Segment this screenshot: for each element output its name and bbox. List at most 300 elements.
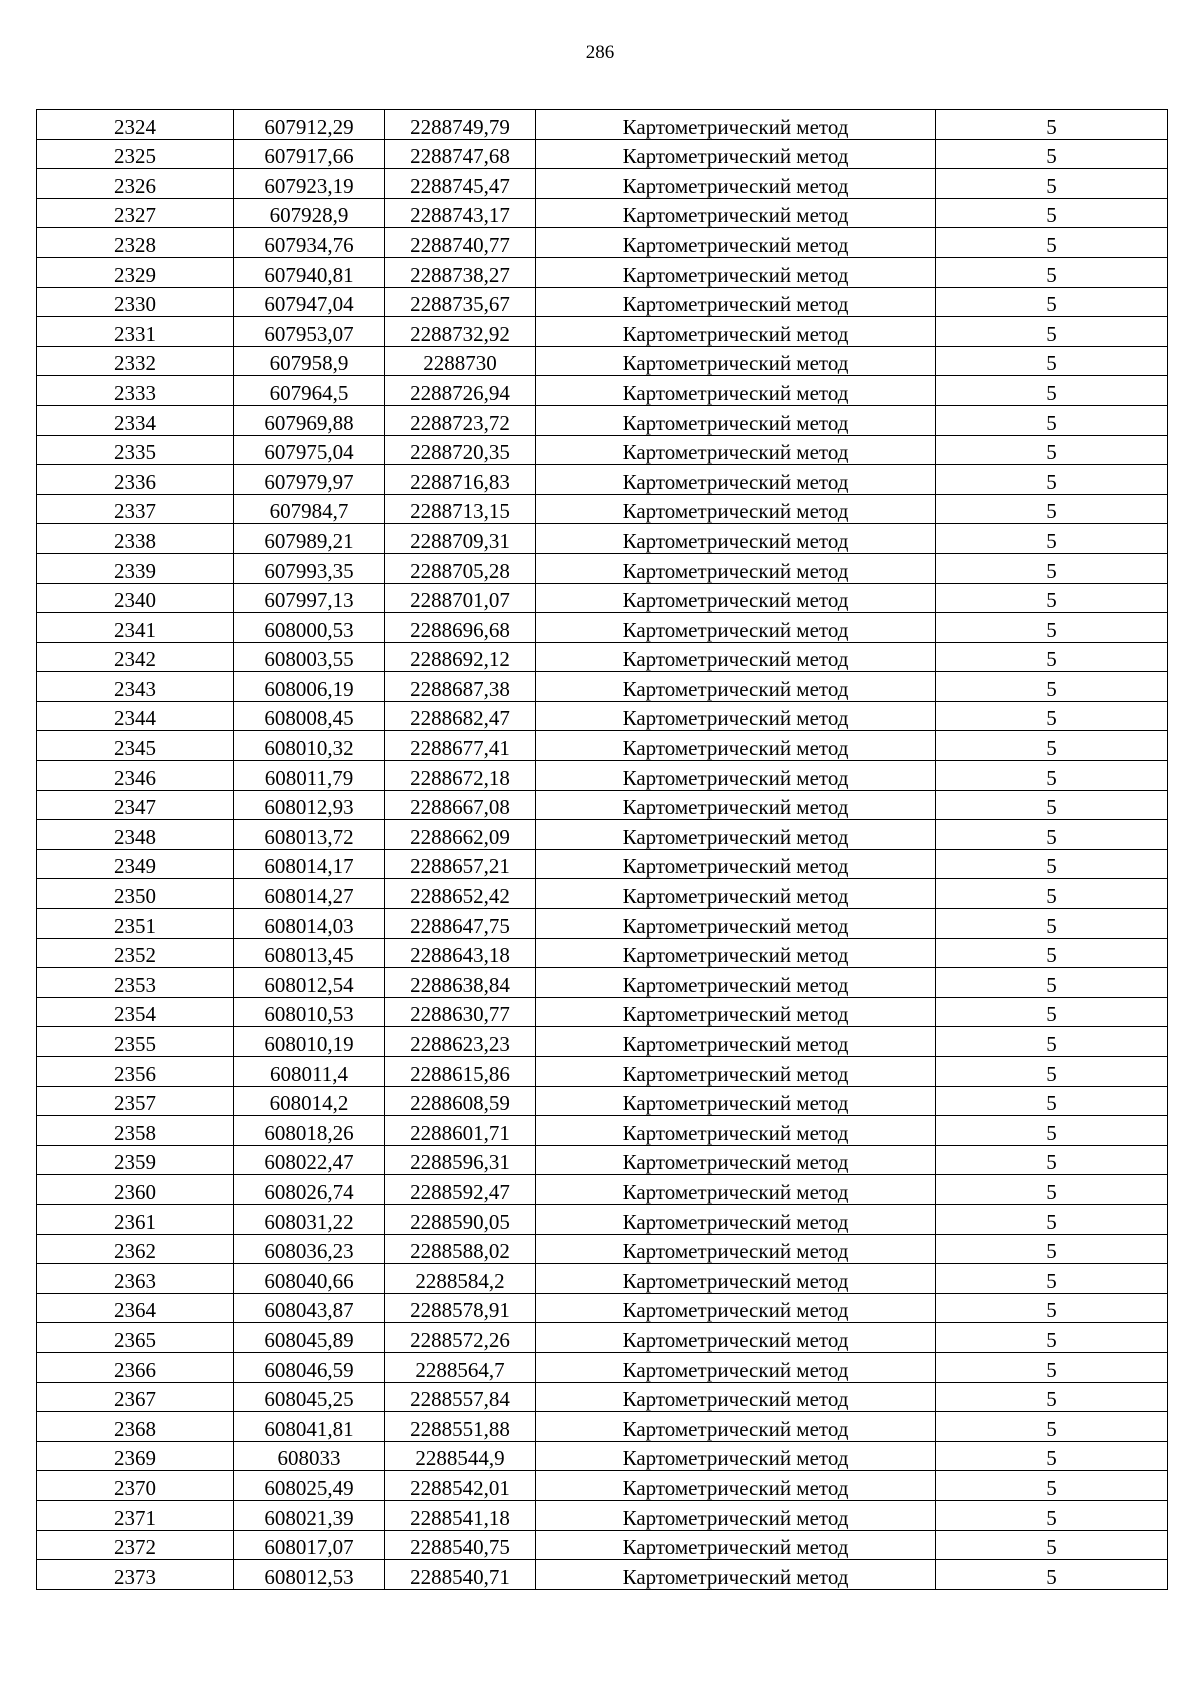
method-cell: Картометрический метод xyxy=(536,879,936,909)
accuracy-cell: 5 xyxy=(936,820,1168,850)
table-row xyxy=(37,1175,1168,1205)
point-number-cell: 2342 xyxy=(37,642,234,672)
point-number-cell: 2339 xyxy=(37,553,234,583)
accuracy-cell: 5 xyxy=(936,583,1168,613)
y-coordinate-cell: 2288630,77 xyxy=(385,997,536,1027)
y-coordinate-cell: 2288578,91 xyxy=(385,1293,536,1323)
point-number-cell: 2348 xyxy=(37,820,234,850)
y-coordinate-cell: 2288713,15 xyxy=(385,494,536,524)
x-coordinate-cell: 608006,19 xyxy=(234,672,385,702)
accuracy-cell: 5 xyxy=(936,1500,1168,1530)
x-coordinate-cell: 608011,4 xyxy=(234,1057,385,1087)
x-coordinate-cell: 608000,53 xyxy=(234,613,385,643)
accuracy-cell: 5 xyxy=(936,405,1168,435)
y-coordinate-cell: 2288732,92 xyxy=(385,317,536,347)
accuracy-cell: 5 xyxy=(936,1352,1168,1382)
y-coordinate-cell: 2288730 xyxy=(385,346,536,376)
y-coordinate-cell: 2288572,26 xyxy=(385,1323,536,1353)
x-coordinate-cell: 608040,66 xyxy=(234,1264,385,1294)
accuracy-cell: 5 xyxy=(936,553,1168,583)
point-number-cell: 2341 xyxy=(37,613,234,643)
table-row xyxy=(37,228,1168,258)
point-number-cell: 2345 xyxy=(37,731,234,761)
accuracy-cell: 5 xyxy=(936,849,1168,879)
y-coordinate-cell: 2288584,2 xyxy=(385,1264,536,1294)
x-coordinate-cell: 608046,59 xyxy=(234,1352,385,1382)
y-coordinate-cell: 2288657,21 xyxy=(385,849,536,879)
table-row xyxy=(37,435,1168,465)
table-row xyxy=(37,1530,1168,1560)
table-row xyxy=(37,1412,1168,1442)
x-coordinate-cell: 607964,5 xyxy=(234,376,385,406)
x-coordinate-cell: 608026,74 xyxy=(234,1175,385,1205)
y-coordinate-cell: 2288705,28 xyxy=(385,553,536,583)
table-row xyxy=(37,1471,1168,1501)
accuracy-cell: 5 xyxy=(936,1264,1168,1294)
accuracy-cell: 5 xyxy=(936,879,1168,909)
point-number-cell: 2327 xyxy=(37,198,234,228)
accuracy-cell: 5 xyxy=(936,376,1168,406)
point-number-cell: 2340 xyxy=(37,583,234,613)
accuracy-cell: 5 xyxy=(936,317,1168,347)
accuracy-cell: 5 xyxy=(936,1234,1168,1264)
point-number-cell: 2332 xyxy=(37,346,234,376)
table-row xyxy=(37,1382,1168,1412)
table-row xyxy=(37,494,1168,524)
method-cell: Картометрический метод xyxy=(536,1441,936,1471)
point-number-cell: 2372 xyxy=(37,1530,234,1560)
x-coordinate-cell: 607923,19 xyxy=(234,169,385,199)
x-coordinate-cell: 608012,53 xyxy=(234,1560,385,1590)
table-row xyxy=(37,1204,1168,1234)
accuracy-cell: 5 xyxy=(936,1560,1168,1590)
accuracy-cell: 5 xyxy=(936,435,1168,465)
point-number-cell: 2351 xyxy=(37,909,234,939)
y-coordinate-cell: 2288638,84 xyxy=(385,968,536,998)
accuracy-cell: 5 xyxy=(936,672,1168,702)
table-row xyxy=(37,1057,1168,1087)
y-coordinate-cell: 2288540,75 xyxy=(385,1530,536,1560)
table-row xyxy=(37,1352,1168,1382)
x-coordinate-cell: 607969,88 xyxy=(234,405,385,435)
point-number-cell: 2330 xyxy=(37,287,234,317)
method-cell: Картометрический метод xyxy=(536,317,936,347)
x-coordinate-cell: 608011,79 xyxy=(234,761,385,791)
table-row xyxy=(37,672,1168,702)
accuracy-cell: 5 xyxy=(936,790,1168,820)
y-coordinate-cell: 2288696,68 xyxy=(385,613,536,643)
accuracy-cell: 5 xyxy=(936,139,1168,169)
point-number-cell: 2364 xyxy=(37,1293,234,1323)
table-row xyxy=(37,968,1168,998)
y-coordinate-cell: 2288735,67 xyxy=(385,287,536,317)
y-coordinate-cell: 2288608,59 xyxy=(385,1086,536,1116)
method-cell: Картометрический метод xyxy=(536,1027,936,1057)
x-coordinate-cell: 607975,04 xyxy=(234,435,385,465)
y-coordinate-cell: 2288601,71 xyxy=(385,1116,536,1146)
x-coordinate-cell: 608014,27 xyxy=(234,879,385,909)
x-coordinate-cell: 608041,81 xyxy=(234,1412,385,1442)
y-coordinate-cell: 2288623,23 xyxy=(385,1027,536,1057)
point-number-cell: 2366 xyxy=(37,1352,234,1382)
table-row xyxy=(37,849,1168,879)
y-coordinate-cell: 2288592,47 xyxy=(385,1175,536,1205)
method-cell: Картометрический метод xyxy=(536,435,936,465)
point-number-cell: 2344 xyxy=(37,701,234,731)
method-cell: Картометрический метод xyxy=(536,1264,936,1294)
table-row xyxy=(37,761,1168,791)
x-coordinate-cell: 607928,9 xyxy=(234,198,385,228)
table-row xyxy=(37,257,1168,287)
table-row xyxy=(37,1264,1168,1294)
x-coordinate-cell: 607984,7 xyxy=(234,494,385,524)
point-number-cell: 2357 xyxy=(37,1086,234,1116)
method-cell: Картометрический метод xyxy=(536,1086,936,1116)
y-coordinate-cell: 2288743,17 xyxy=(385,198,536,228)
accuracy-cell: 5 xyxy=(936,1204,1168,1234)
point-number-cell: 2367 xyxy=(37,1382,234,1412)
table-row xyxy=(37,287,1168,317)
method-cell: Картометрический метод xyxy=(536,494,936,524)
method-cell: Картометрический метод xyxy=(536,405,936,435)
point-number-cell: 2334 xyxy=(37,405,234,435)
accuracy-cell: 5 xyxy=(936,257,1168,287)
point-number-cell: 2329 xyxy=(37,257,234,287)
point-number-cell: 2346 xyxy=(37,761,234,791)
method-cell: Картометрический метод xyxy=(536,1116,936,1146)
x-coordinate-cell: 608010,53 xyxy=(234,997,385,1027)
y-coordinate-cell: 2288723,72 xyxy=(385,405,536,435)
point-number-cell: 2369 xyxy=(37,1441,234,1471)
point-number-cell: 2353 xyxy=(37,968,234,998)
table-row xyxy=(37,524,1168,554)
table-row xyxy=(37,909,1168,939)
method-cell: Картометрический метод xyxy=(536,613,936,643)
table-row xyxy=(37,1116,1168,1146)
x-coordinate-cell: 608018,26 xyxy=(234,1116,385,1146)
point-number-cell: 2347 xyxy=(37,790,234,820)
method-cell: Картометрический метод xyxy=(536,1560,936,1590)
x-coordinate-cell: 607917,66 xyxy=(234,139,385,169)
point-number-cell: 2331 xyxy=(37,317,234,347)
x-coordinate-cell: 607993,35 xyxy=(234,553,385,583)
y-coordinate-cell: 2288692,12 xyxy=(385,642,536,672)
point-number-cell: 2360 xyxy=(37,1175,234,1205)
method-cell: Картометрический метод xyxy=(536,1500,936,1530)
method-cell: Картометрический метод xyxy=(536,376,936,406)
method-cell: Картометрический метод xyxy=(536,1412,936,1442)
point-number-cell: 2335 xyxy=(37,435,234,465)
table-row xyxy=(37,701,1168,731)
y-coordinate-cell: 2288726,94 xyxy=(385,376,536,406)
point-number-cell: 2350 xyxy=(37,879,234,909)
y-coordinate-cell: 2288667,08 xyxy=(385,790,536,820)
y-coordinate-cell: 2288677,41 xyxy=(385,731,536,761)
accuracy-cell: 5 xyxy=(936,524,1168,554)
x-coordinate-cell: 608012,54 xyxy=(234,968,385,998)
accuracy-cell: 5 xyxy=(936,1057,1168,1087)
x-coordinate-cell: 607934,76 xyxy=(234,228,385,258)
y-coordinate-cell: 2288647,75 xyxy=(385,909,536,939)
method-cell: Картометрический метод xyxy=(536,849,936,879)
method-cell: Картометрический метод xyxy=(536,1530,936,1560)
y-coordinate-cell: 2288701,07 xyxy=(385,583,536,613)
accuracy-cell: 5 xyxy=(936,642,1168,672)
table-row xyxy=(37,553,1168,583)
method-cell: Картометрический метод xyxy=(536,1175,936,1205)
table-row xyxy=(37,1145,1168,1175)
table-row xyxy=(37,376,1168,406)
table-row xyxy=(37,1323,1168,1353)
y-coordinate-cell: 2288720,35 xyxy=(385,435,536,465)
point-number-cell: 2338 xyxy=(37,524,234,554)
page-number: 286 xyxy=(585,42,615,63)
x-coordinate-cell: 607997,13 xyxy=(234,583,385,613)
x-coordinate-cell: 607912,29 xyxy=(234,110,385,140)
x-coordinate-cell: 608014,03 xyxy=(234,909,385,939)
table-row xyxy=(37,465,1168,495)
table-row xyxy=(37,1086,1168,1116)
accuracy-cell: 5 xyxy=(936,1441,1168,1471)
method-cell: Картометрический метод xyxy=(536,524,936,554)
point-number-cell: 2326 xyxy=(37,169,234,199)
table-row xyxy=(37,405,1168,435)
table-row xyxy=(37,790,1168,820)
y-coordinate-cell: 2288557,84 xyxy=(385,1382,536,1412)
y-coordinate-cell: 2288745,47 xyxy=(385,169,536,199)
x-coordinate-cell: 608045,89 xyxy=(234,1323,385,1353)
x-coordinate-cell: 608013,72 xyxy=(234,820,385,850)
point-number-cell: 2354 xyxy=(37,997,234,1027)
method-cell: Картометрический метод xyxy=(536,701,936,731)
x-coordinate-cell: 608022,47 xyxy=(234,1145,385,1175)
accuracy-cell: 5 xyxy=(936,1175,1168,1205)
x-coordinate-cell: 607953,07 xyxy=(234,317,385,347)
accuracy-cell: 5 xyxy=(936,938,1168,968)
method-cell: Картометрический метод xyxy=(536,761,936,791)
x-coordinate-cell: 608045,25 xyxy=(234,1382,385,1412)
y-coordinate-cell: 2288687,38 xyxy=(385,672,536,702)
x-coordinate-cell: 608031,22 xyxy=(234,1204,385,1234)
accuracy-cell: 5 xyxy=(936,997,1168,1027)
x-coordinate-cell: 608013,45 xyxy=(234,938,385,968)
accuracy-cell: 5 xyxy=(936,761,1168,791)
method-cell: Картометрический метод xyxy=(536,1057,936,1087)
y-coordinate-cell: 2288747,68 xyxy=(385,139,536,169)
method-cell: Картометрический метод xyxy=(536,139,936,169)
method-cell: Картометрический метод xyxy=(536,228,936,258)
point-number-cell: 2356 xyxy=(37,1057,234,1087)
x-coordinate-cell: 608021,39 xyxy=(234,1500,385,1530)
table-row xyxy=(37,1441,1168,1471)
point-number-cell: 2368 xyxy=(37,1412,234,1442)
y-coordinate-cell: 2288682,47 xyxy=(385,701,536,731)
table-row xyxy=(37,1027,1168,1057)
accuracy-cell: 5 xyxy=(936,287,1168,317)
table-row xyxy=(37,139,1168,169)
y-coordinate-cell: 2288749,79 xyxy=(385,110,536,140)
point-number-cell: 2365 xyxy=(37,1323,234,1353)
method-cell: Картометрический метод xyxy=(536,1293,936,1323)
table-row xyxy=(37,820,1168,850)
point-number-cell: 2349 xyxy=(37,849,234,879)
y-coordinate-cell: 2288652,42 xyxy=(385,879,536,909)
point-number-cell: 2362 xyxy=(37,1234,234,1264)
method-cell: Картометрический метод xyxy=(536,790,936,820)
y-coordinate-cell: 2288738,27 xyxy=(385,257,536,287)
accuracy-cell: 5 xyxy=(936,228,1168,258)
x-coordinate-cell: 608043,87 xyxy=(234,1293,385,1323)
method-cell: Картометрический метод xyxy=(536,346,936,376)
point-number-cell: 2336 xyxy=(37,465,234,495)
x-coordinate-cell: 608010,32 xyxy=(234,731,385,761)
method-cell: Картометрический метод xyxy=(536,465,936,495)
method-cell: Картометрический метод xyxy=(536,257,936,287)
y-coordinate-cell: 2288590,05 xyxy=(385,1204,536,1234)
point-number-cell: 2358 xyxy=(37,1116,234,1146)
method-cell: Картометрический метод xyxy=(536,1323,936,1353)
x-coordinate-cell: 608025,49 xyxy=(234,1471,385,1501)
point-number-cell: 2352 xyxy=(37,938,234,968)
accuracy-cell: 5 xyxy=(936,494,1168,524)
x-coordinate-cell: 607979,97 xyxy=(234,465,385,495)
table-row xyxy=(37,613,1168,643)
table-row xyxy=(37,583,1168,613)
accuracy-cell: 5 xyxy=(936,613,1168,643)
method-cell: Картометрический метод xyxy=(536,1204,936,1234)
table-row xyxy=(37,879,1168,909)
point-number-cell: 2371 xyxy=(37,1500,234,1530)
y-coordinate-cell: 2288716,83 xyxy=(385,465,536,495)
method-cell: Картометрический метод xyxy=(536,938,936,968)
table-row xyxy=(37,169,1168,199)
method-cell: Картометрический метод xyxy=(536,997,936,1027)
point-number-cell: 2363 xyxy=(37,1264,234,1294)
y-coordinate-cell: 2288551,88 xyxy=(385,1412,536,1442)
method-cell: Картометрический метод xyxy=(536,169,936,199)
accuracy-cell: 5 xyxy=(936,1471,1168,1501)
x-coordinate-cell: 608014,17 xyxy=(234,849,385,879)
accuracy-cell: 5 xyxy=(936,909,1168,939)
y-coordinate-cell: 2288564,7 xyxy=(385,1352,536,1382)
table-row xyxy=(37,317,1168,347)
y-coordinate-cell: 2288643,18 xyxy=(385,938,536,968)
point-number-cell: 2361 xyxy=(37,1204,234,1234)
y-coordinate-cell: 2288596,31 xyxy=(385,1145,536,1175)
table-row xyxy=(37,1234,1168,1264)
y-coordinate-cell: 2288542,01 xyxy=(385,1471,536,1501)
coordinates-table-body xyxy=(37,110,1168,1590)
table-row xyxy=(37,731,1168,761)
method-cell: Картометрический метод xyxy=(536,110,936,140)
y-coordinate-cell: 2288541,18 xyxy=(385,1500,536,1530)
point-number-cell: 2343 xyxy=(37,672,234,702)
method-cell: Картометрический метод xyxy=(536,820,936,850)
method-cell: Картометрический метод xyxy=(536,672,936,702)
x-coordinate-cell: 607940,81 xyxy=(234,257,385,287)
method-cell: Картометрический метод xyxy=(536,287,936,317)
x-coordinate-cell: 608017,07 xyxy=(234,1530,385,1560)
table-row xyxy=(37,198,1168,228)
point-number-cell: 2328 xyxy=(37,228,234,258)
accuracy-cell: 5 xyxy=(936,968,1168,998)
method-cell: Картометрический метод xyxy=(536,1145,936,1175)
accuracy-cell: 5 xyxy=(936,1145,1168,1175)
accuracy-cell: 5 xyxy=(936,1293,1168,1323)
table-row xyxy=(37,346,1168,376)
x-coordinate-cell: 607989,21 xyxy=(234,524,385,554)
x-coordinate-cell: 607947,04 xyxy=(234,287,385,317)
x-coordinate-cell: 608010,19 xyxy=(234,1027,385,1057)
accuracy-cell: 5 xyxy=(936,1116,1168,1146)
coordinates-table xyxy=(36,109,1168,1590)
method-cell: Картометрический метод xyxy=(536,198,936,228)
accuracy-cell: 5 xyxy=(936,1086,1168,1116)
y-coordinate-cell: 2288709,31 xyxy=(385,524,536,554)
method-cell: Картометрический метод xyxy=(536,1382,936,1412)
accuracy-cell: 5 xyxy=(936,198,1168,228)
x-coordinate-cell: 608003,55 xyxy=(234,642,385,672)
table-row xyxy=(37,1293,1168,1323)
x-coordinate-cell: 608033 xyxy=(234,1441,385,1471)
accuracy-cell: 5 xyxy=(936,1382,1168,1412)
table-row xyxy=(37,1500,1168,1530)
table-row xyxy=(37,642,1168,672)
accuracy-cell: 5 xyxy=(936,1412,1168,1442)
table-row xyxy=(37,1560,1168,1590)
method-cell: Картометрический метод xyxy=(536,909,936,939)
point-number-cell: 2333 xyxy=(37,376,234,406)
point-number-cell: 2337 xyxy=(37,494,234,524)
x-coordinate-cell: 608012,93 xyxy=(234,790,385,820)
table-row xyxy=(37,110,1168,140)
point-number-cell: 2355 xyxy=(37,1027,234,1057)
accuracy-cell: 5 xyxy=(936,1323,1168,1353)
method-cell: Картометрический метод xyxy=(536,1234,936,1264)
y-coordinate-cell: 2288662,09 xyxy=(385,820,536,850)
x-coordinate-cell: 608036,23 xyxy=(234,1234,385,1264)
table-row xyxy=(37,938,1168,968)
method-cell: Картометрический метод xyxy=(536,583,936,613)
y-coordinate-cell: 2288540,71 xyxy=(385,1560,536,1590)
y-coordinate-cell: 2288615,86 xyxy=(385,1057,536,1087)
method-cell: Картометрический метод xyxy=(536,1471,936,1501)
accuracy-cell: 5 xyxy=(936,1530,1168,1560)
y-coordinate-cell: 2288672,18 xyxy=(385,761,536,791)
y-coordinate-cell: 2288588,02 xyxy=(385,1234,536,1264)
point-number-cell: 2373 xyxy=(37,1560,234,1590)
accuracy-cell: 5 xyxy=(936,1027,1168,1057)
point-number-cell: 2370 xyxy=(37,1471,234,1501)
accuracy-cell: 5 xyxy=(936,465,1168,495)
point-number-cell: 2324 xyxy=(37,110,234,140)
table-row xyxy=(37,997,1168,1027)
method-cell: Картометрический метод xyxy=(536,968,936,998)
method-cell: Картометрический метод xyxy=(536,642,936,672)
x-coordinate-cell: 608008,45 xyxy=(234,701,385,731)
x-coordinate-cell: 608014,2 xyxy=(234,1086,385,1116)
y-coordinate-cell: 2288544,9 xyxy=(385,1441,536,1471)
y-coordinate-cell: 2288740,77 xyxy=(385,228,536,258)
x-coordinate-cell: 607958,9 xyxy=(234,346,385,376)
accuracy-cell: 5 xyxy=(936,169,1168,199)
point-number-cell: 2325 xyxy=(37,139,234,169)
point-number-cell: 2359 xyxy=(37,1145,234,1175)
method-cell: Картометрический метод xyxy=(536,731,936,761)
accuracy-cell: 5 xyxy=(936,701,1168,731)
method-cell: Картометрический метод xyxy=(536,553,936,583)
accuracy-cell: 5 xyxy=(936,346,1168,376)
